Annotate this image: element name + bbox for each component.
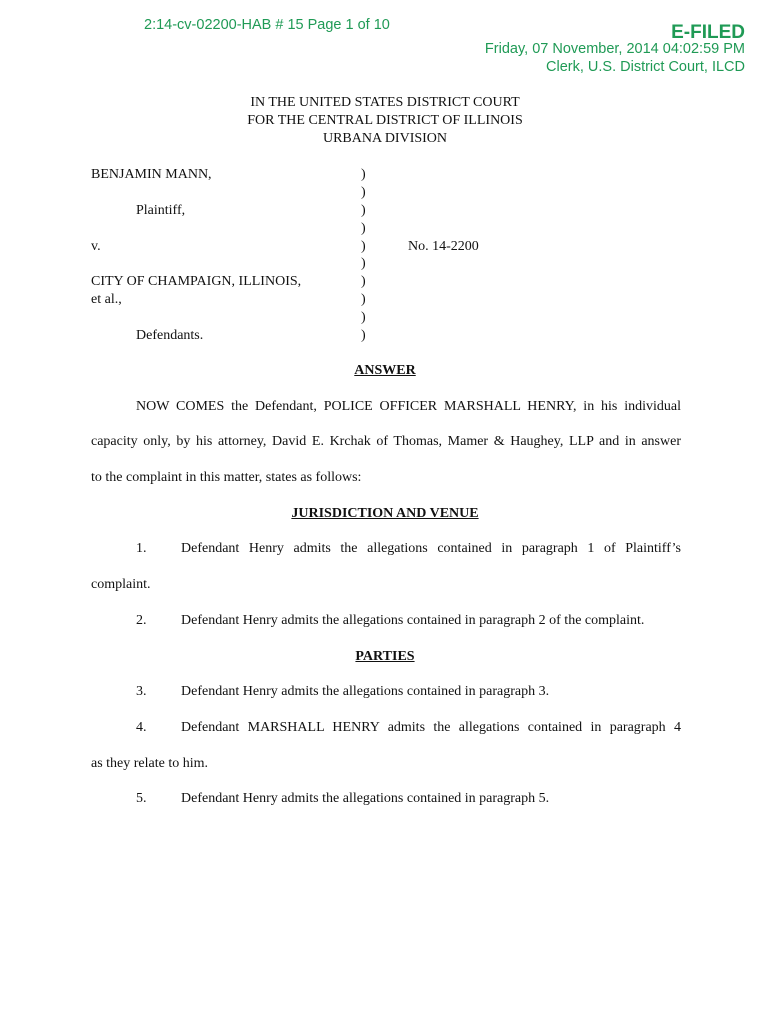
plaintiff-name: BENJAMIN MANN,: [91, 167, 212, 182]
section-heading-parties: PARTIES: [355, 649, 415, 664]
paragraph-text: Defendant Henry admits the allegations contained in paragraph 2 of the complaint.: [181, 613, 645, 628]
intro-line-2: [91, 433, 681, 451]
caption-paren: ): [361, 203, 366, 218]
caption-paren: ): [361, 274, 366, 289]
paragraph-text: Defendant Henry admits the allegations contained in paragraph 5.: [181, 791, 550, 806]
caption-paren: ): [361, 256, 366, 271]
paragraph-text: Defendant Henry admits the allegations contained in paragraph 1 of Plaintiff’s: [181, 541, 681, 556]
defendant-role: Defendants.: [136, 328, 204, 343]
caption-paren: ): [361, 239, 366, 254]
paragraph-number: 3.: [136, 684, 147, 699]
case-number: No. 14-2200: [408, 239, 479, 254]
court-name-line-1: IN THE UNITED STATES DISTRICT COURT: [250, 95, 520, 110]
court-division: URBANA DIVISION: [322, 131, 448, 146]
paragraph-text: Defendant MARSHALL HENRY admits the allegations contained in paragraph 4: [181, 720, 681, 735]
paragraph-number: 2.: [136, 613, 147, 628]
caption-paren: ): [361, 167, 366, 182]
efiled-clerk: Clerk, U.S. District Court, ILCD: [546, 59, 745, 75]
caption-paren: ): [361, 185, 366, 200]
document-title: ANSWER: [354, 363, 416, 378]
court-name-line-2: FOR THE CENTRAL DISTRICT OF ILLINOIS: [247, 113, 523, 128]
intro-line-2-text: capacity only, by his attorney, David E. Krchak of Thomas, Mamer & Haughey, LLP and in answer: [91, 434, 681, 449]
caption-paren: ): [361, 328, 366, 343]
intro-line-3: to the complaint in this matter, states as follows:: [91, 470, 362, 485]
plaintiff-role: Plaintiff,: [136, 203, 186, 218]
paragraph-continuation: complaint.: [91, 577, 151, 592]
caption-paren: ): [361, 292, 366, 307]
paragraph-number: 5.: [136, 791, 147, 806]
section-heading-jurisdiction: JURISDICTION AND VENUE: [291, 506, 479, 521]
case-header-stamp: 2:14-cv-02200-HAB # 15 Page 1 of 10: [144, 17, 390, 33]
efiled-date: Friday, 07 November, 2014 04:02:59 PM: [484, 41, 745, 57]
defendant-et-al: et al.,: [91, 292, 122, 307]
intro-line-1-text: NOW COMES the Defendant, POLICE OFFICER MARSHALL HENRY, in his individual: [136, 399, 681, 414]
paragraph-number: 1.: [136, 541, 147, 556]
versus-label: v.: [91, 239, 101, 254]
caption-paren: ): [361, 221, 366, 236]
caption-paren: ): [361, 310, 366, 325]
paragraph-continuation: as they relate to him.: [91, 756, 209, 771]
paragraph-number: 4.: [136, 720, 147, 735]
efiled-label: E-FILED: [671, 22, 745, 43]
intro-line-1: [136, 398, 681, 416]
defendant-name: CITY OF CHAMPAIGN, ILLINOIS,: [91, 274, 302, 289]
paragraph-text: Defendant Henry admits the allegations contained in paragraph 3.: [181, 684, 550, 699]
